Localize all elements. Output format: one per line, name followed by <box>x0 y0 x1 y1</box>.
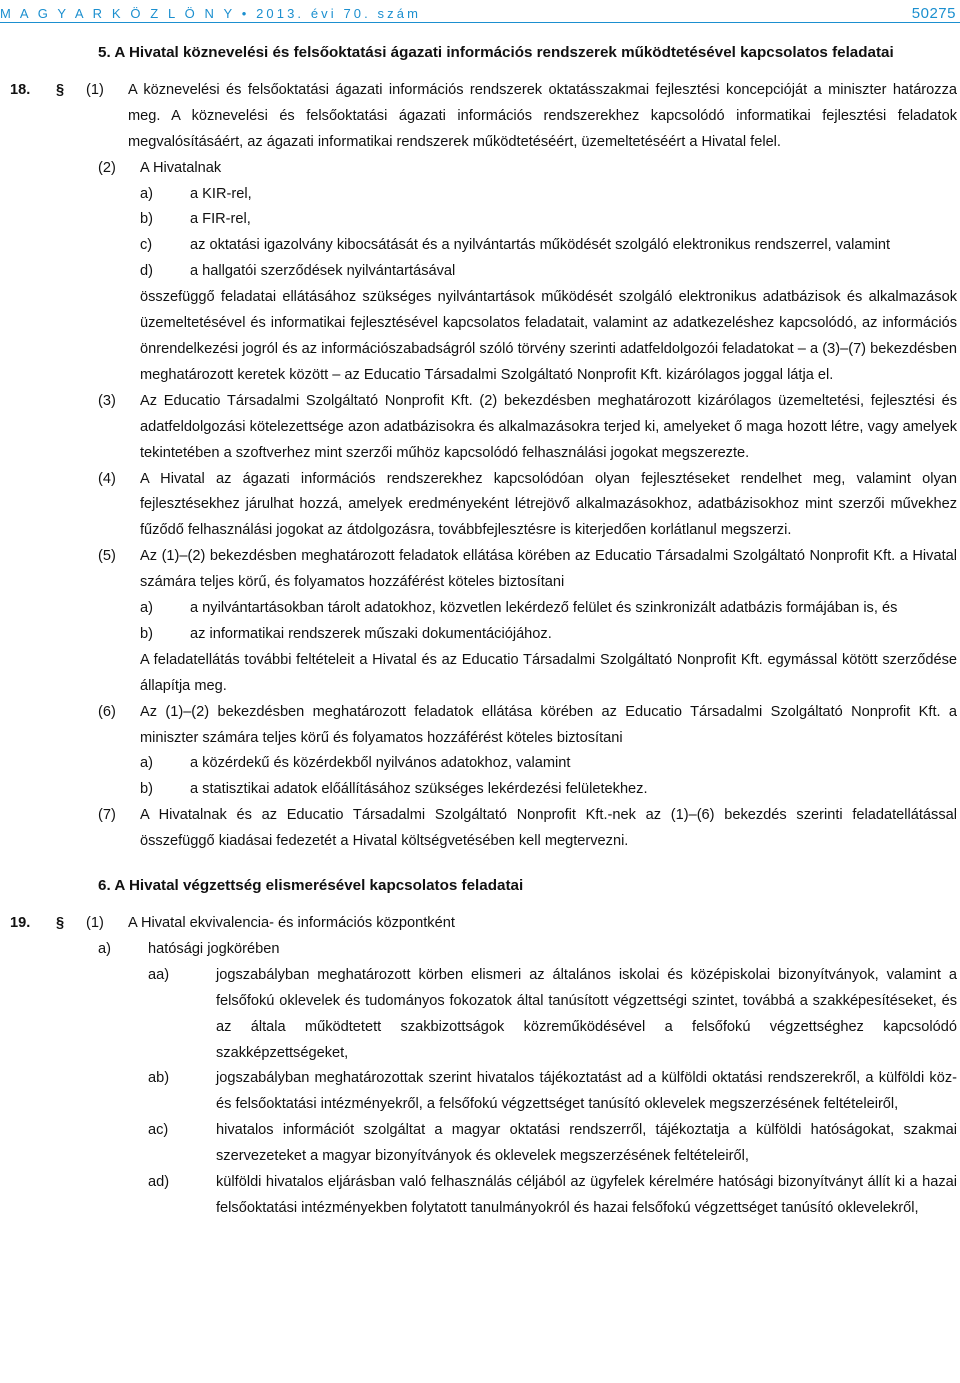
item-label: d) <box>140 263 153 280</box>
section-sign: § <box>56 915 65 931</box>
paragraph-text: A köznevelési és felsőoktatási ágazati információs rendszerek oktatásszakmai fejlesztési koncepcióját a miniszter határozza meg. A köznevelési és felsőoktatási ágazati információs rendszerekhez kapcsolódó informatikai fejlesztési feladatok megvalósításáért, az ágazati informatikai rendszerek működtetéséért, üzemeltetéséért a Hivatal felel. <box>128 81 957 150</box>
item-label: ac) <box>148 1122 169 1139</box>
paragraph-text: Az (1)–(2) bekezdésben meghatározott feladatok ellátása körében az Educatio Társadalmi Szolgáltató Nonprofit Kft. a Hivatal számára teljes körű, és folyamatos hozzáférést köteles biztosítani <box>140 548 957 591</box>
paragraph-text: A Hivatal ekvivalencia- és információs központként <box>128 915 455 931</box>
item-text: a hallgatói szerződések nyilvántartásával <box>190 263 456 280</box>
item-text: jogszabályban meghatározott körben elismeri az általános iskolai és középiskolai bizonyítványok, valamint a felsőfokú oklevelek és tudományos fokozatok által tanúsított végzettségi szintet, továbbá a szakképesítéseket, és az általa működtetett szakbizottságok közreműködésével a felsőfokú végzettséghez kapcsolódó szakképzettségeket, <box>216 966 957 1061</box>
paragraph-text: A Hivatalnak és az Educatio Társadalmi Szolgáltató Nonprofit Kft.-nek az (1)–(6) bekezdés szerinti feladatellátással összefüggő kiadásai fedezetét a Hivatal költségvetésében kell megtervezni. <box>140 807 957 850</box>
paragraph-label: (3) <box>98 392 116 409</box>
list-item <box>98 751 957 777</box>
item-label: ad) <box>148 1174 170 1191</box>
paragraph-label: (5) <box>98 548 116 565</box>
page-content <box>10 40 957 1222</box>
list-item <box>98 207 957 233</box>
item-label: a) <box>140 755 153 772</box>
paragraph-continuation <box>98 648 957 700</box>
header-rule <box>0 22 960 23</box>
article-18-paragraph-6 <box>98 700 957 752</box>
item-label: c) <box>140 237 153 254</box>
paragraph-label: (7) <box>98 807 116 824</box>
item-label: aa) <box>148 966 170 983</box>
item-label: b) <box>140 781 153 798</box>
section-5-title: 5. A Hivatal köznevelési és felsőoktatási ágazati információs rendszerek működtetésével kapcsolatos feladatai <box>98 44 894 61</box>
section-sign: § <box>56 81 65 98</box>
list-item <box>148 963 957 1067</box>
list-item <box>98 259 957 285</box>
paragraph-label: (2) <box>98 159 116 176</box>
article-number: 19. <box>10 915 31 931</box>
article-18-paragraph-1 <box>10 78 957 156</box>
list-item <box>148 1066 957 1118</box>
page-number: 50275 <box>911 5 956 22</box>
article-18-paragraph-7 <box>98 803 957 855</box>
item-text: hivatalos információt szolgáltat a magyar oktatási rendszerről, tájékoztatja a külföldi hatóságokat, szakmai szervezeteket a magyar bizonyítványok és oklevelek megszerzésének feltételeiről, <box>216 1122 957 1165</box>
item-text: a KIR-rel, <box>190 185 252 202</box>
page-header <box>0 0 960 22</box>
paragraph-text: Az (1)–(2) bekezdésben meghatározott feladatok ellátása körében az Educatio Társadalmi Szolgáltató Nonprofit Kft. a miniszter számára teljes körű és folyamatos hozzáférést köteles biztosítani <box>140 703 957 746</box>
item-text: az oktatási igazolvány kibocsátását és a nyilvántartás működését szolgáló elektronikus rendszerrel, valamint <box>190 237 891 254</box>
item-text: a FIR-rel, <box>190 211 251 228</box>
item-text: jogszabályban meghatározottak szerint hivatalos tájékoztatást ad a külföldi oktatási rendszerekről, a külföldi köz- és felsőoktatási intézményekről, a felsőfokú végzettséget tanúsító oklevelek megszerzésének feltételeiről, <box>216 1070 957 1113</box>
article-number: 18. <box>10 81 31 98</box>
paragraph-label: (6) <box>98 703 116 720</box>
list-item <box>148 1170 957 1222</box>
paragraph-text: összefüggő feladatai ellátásához szükséges nyilvántartások működését szolgáló elektronikus adatbázisok és alkalmazások üzemeltetésével és informatikai fejlesztésével kapcsolatos feladatait, valamint az adatkezeléshez kapcsolódó, az információs önrendelkezési jogról és az információszabadságról szóló törvény szerinti adatfeldolgozói feladatokat – a (3)–(7) bekezdésben meghatározott keretek között – az Educatio Társadalmi Szolgáltató Nonprofit Kft. kizárólagos joggal látja el. <box>140 289 957 383</box>
article-18-paragraph-4 <box>98 467 957 545</box>
list-item <box>98 622 957 648</box>
list-item <box>98 596 957 622</box>
item-text: az informatikai rendszerek műszaki dokumentációjához. <box>190 625 552 642</box>
paragraph-text: Az Educatio Társadalmi Szolgáltató Nonprofit Kft. (2) bekezdésben meghatározott kizárólagos üzemeltetési, fejlesztési és adatfeldolgozási kötelezettsége azon adatbázisokra és alkalmazásokra terjed ki, amelyeket ő maga hozott létre, vagy amelyek tekintetében a szoftverhez mint szerzői műhöz kapcsolódó felhasználási jogokat megszerezte. <box>140 392 957 461</box>
article-18-paragraph-2 <box>98 156 957 182</box>
list-item <box>98 233 957 259</box>
section-6-title: 6. A Hivatal végzettség elismerésével kapcsolatos feladatai <box>98 877 524 895</box>
list-item <box>98 777 957 803</box>
paragraph-label: (1) <box>86 81 104 98</box>
list-item <box>98 937 957 963</box>
item-label: b) <box>140 211 153 228</box>
item-label: a) <box>98 940 111 957</box>
item-label: a) <box>140 185 153 202</box>
article-18-paragraph-5 <box>98 544 957 596</box>
paragraph-text: A feladatellátás további feltételeit a Hivatal és az Educatio Társadalmi Szolgáltató Nonprofit Kft. egymással kötött szerződése állapítja meg. <box>140 651 957 694</box>
item-text: hatósági jogkörében <box>148 940 280 957</box>
item-label: a) <box>140 600 153 617</box>
article-18-paragraph-3 <box>98 389 957 467</box>
article-19-paragraph-1 <box>10 911 957 937</box>
paragraph-label: (1) <box>86 915 104 931</box>
publication-title: M A G Y A R K Ö Z L Ö N Y • 2013. évi 70. szám <box>0 6 422 21</box>
item-text: a statisztikai adatok előállításához szükséges lekérdezési felületekhez. <box>190 781 648 798</box>
item-label: b) <box>140 625 153 642</box>
item-text: a nyilvántartásokban tárolt adatokhoz, közvetlen lekérdező felület és szinkronizált adatbázis formájában is, és <box>190 600 898 617</box>
paragraph-text: A Hivatal az ágazati információs rendszerekhez kapcsolódóan olyan fejlesztéseket rendelhet meg, valamint olyan fejlesztésekhez járulhat hozzá, amelyek eredményeként létrejövő alkalmazásokhoz, adatbázisokhoz mint szerzői művekhez fűződő felhasználási jogokat az átdolgozásra, továbbfejlesztésre is kiterjedően korlátlanul megszerzi. <box>140 470 957 539</box>
paragraph-text: A Hivatalnak <box>140 159 222 176</box>
list-item <box>98 182 957 208</box>
list-item <box>148 1118 957 1170</box>
item-label: ab) <box>148 1070 170 1087</box>
paragraph-label: (4) <box>98 470 116 487</box>
item-text: a közérdekű és közérdekből nyilvános adatokhoz, valamint <box>190 755 571 772</box>
item-text: külföldi hivatalos eljárásban való felhasználás céljából az ügyfelek kérelmére hatósági bizonyítványt állít ki a hazai felsőoktatási intézményekben folytatott tanulmányokról és hazai felsőfokú végzettséget tanúsító oklevelekről, <box>216 1174 957 1216</box>
paragraph-continuation <box>98 285 957 389</box>
